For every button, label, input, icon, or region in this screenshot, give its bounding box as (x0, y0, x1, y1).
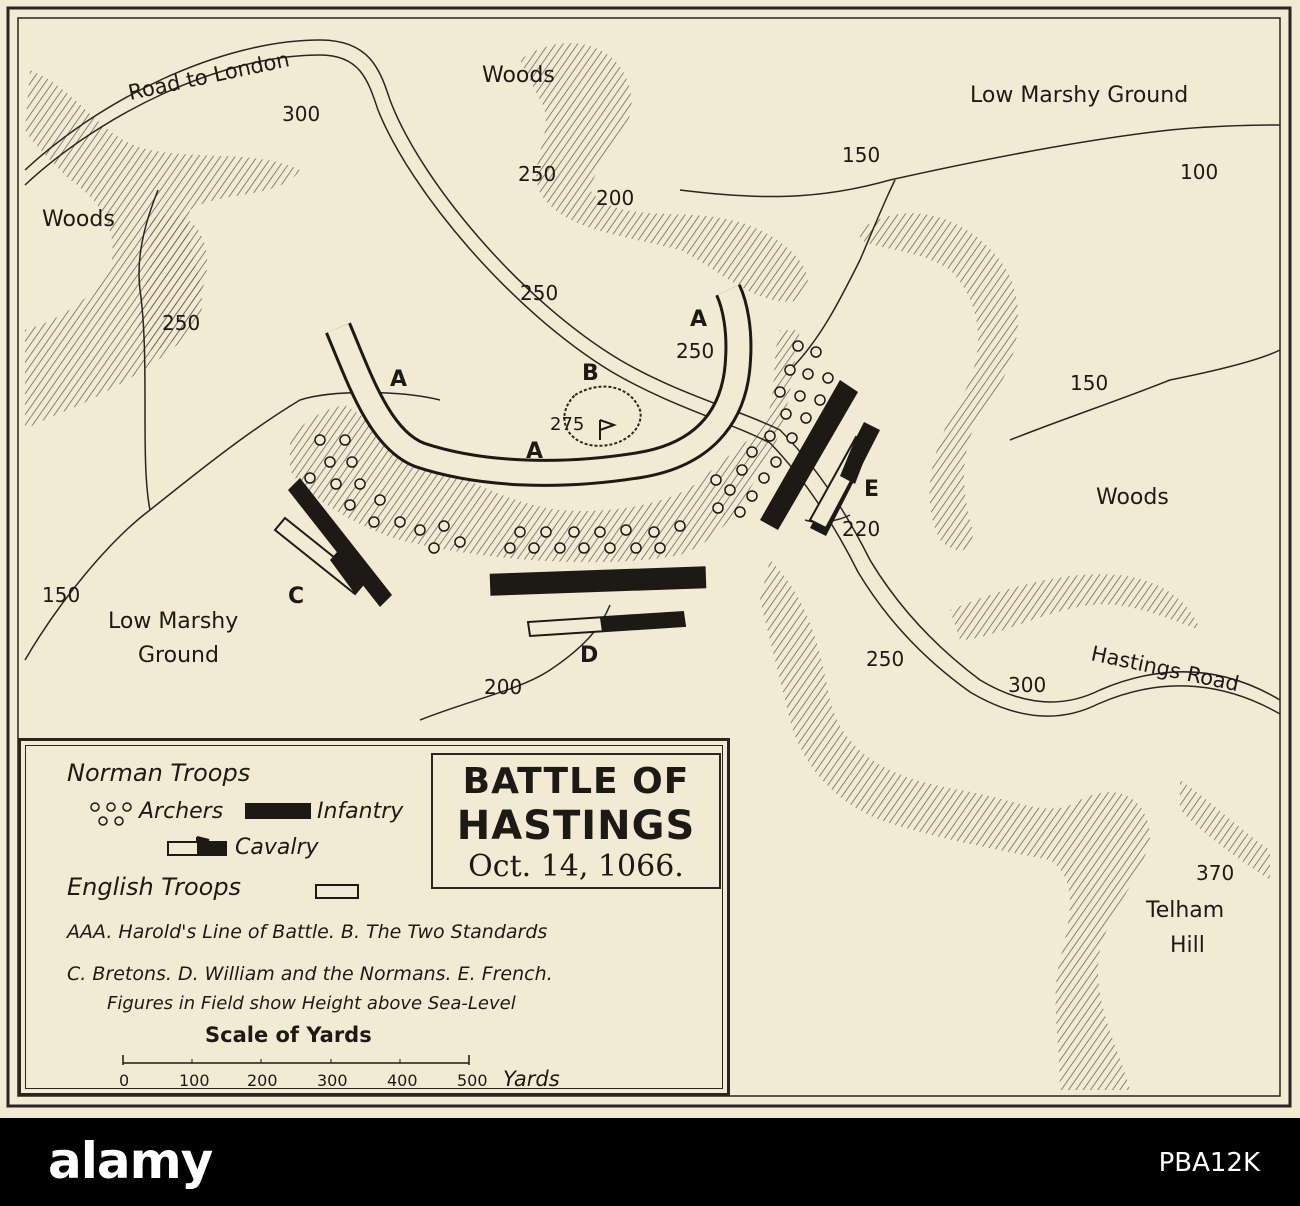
height-150-sw: 150 (42, 583, 81, 607)
letter-a-right: A (690, 307, 708, 332)
letter-c: C (288, 584, 305, 609)
archer-marker (369, 517, 379, 527)
height-200-n: 200 (596, 186, 635, 210)
archer-marker (801, 413, 811, 423)
height-250-a: 250 (676, 339, 715, 363)
alamy-logo: alamy (48, 1132, 213, 1190)
legend-cavalry-label: Cavalry (235, 835, 319, 860)
label-woods-north: Woods (482, 63, 555, 88)
archer-marker (765, 431, 775, 441)
archer-marker (823, 373, 833, 383)
letter-b: B (582, 361, 599, 386)
label-hastings-road: Hastings Road (1088, 641, 1242, 697)
height-100-ne: 100 (1180, 160, 1219, 184)
height-150-n: 150 (842, 143, 881, 167)
label-telham-2: Hill (1170, 933, 1205, 958)
archer-marker (795, 391, 805, 401)
archer-marker (711, 475, 721, 485)
scale-tick-200: 200 (247, 1071, 278, 1090)
archer-marker (737, 465, 747, 475)
height-200-s: 200 (484, 675, 523, 699)
archer-marker (541, 527, 551, 537)
archer-marker (429, 543, 439, 553)
legend-figures-note: Figures in Field show Height above Sea-Level (107, 993, 516, 1014)
archer-marker (315, 435, 325, 445)
archer-marker (747, 491, 757, 501)
letter-a-left: A (390, 367, 408, 392)
archer-marker (803, 369, 813, 379)
scale-tick-300: 300 (317, 1071, 348, 1090)
archer-marker (655, 543, 665, 553)
legend-cavalry-icon (167, 835, 229, 857)
legend-english-icon (315, 881, 361, 901)
archer-marker (735, 507, 745, 517)
stock-image-id: PBA12K (1158, 1148, 1260, 1178)
archer-marker (375, 495, 385, 505)
scale-tick-0: 0 (119, 1071, 130, 1090)
label-low-marshy-ne: Low Marshy Ground (970, 83, 1189, 108)
archer-marker (725, 485, 735, 495)
archer-marker (505, 543, 515, 553)
archer-marker (331, 479, 341, 489)
height-150-e: 150 (1070, 371, 1109, 395)
legend-infantry-label: Infantry (317, 799, 404, 824)
scale-unit: Yards (503, 1067, 560, 1091)
archer-marker (759, 473, 769, 483)
title-line-2: HASTINGS (456, 803, 696, 849)
archer-marker (781, 409, 791, 419)
legend-scale-title: Scale of Yards (205, 1023, 372, 1047)
scale-bar (121, 1053, 481, 1067)
watermark-banner (0, 1118, 1300, 1206)
height-275: 275 (550, 414, 585, 435)
archer-marker (305, 473, 315, 483)
legend-archers-label: Archers (139, 799, 224, 824)
height-250-w: 250 (162, 311, 201, 335)
archer-marker (631, 543, 641, 553)
label-low-marshy-sw-2: Ground (138, 643, 219, 668)
height-250-se: 250 (866, 647, 905, 671)
height-300-se: 300 (1008, 673, 1047, 697)
archer-marker (621, 525, 631, 535)
standard-flag (600, 420, 614, 440)
archer-marker (325, 457, 335, 467)
archer-marker (713, 503, 723, 513)
infantry-d (490, 566, 707, 596)
archer-marker (785, 365, 795, 375)
legend-english-troops: English Troops (67, 873, 242, 901)
archer-marker (811, 347, 821, 357)
label-telham-1: Telham (1146, 898, 1225, 923)
archer-marker (347, 457, 357, 467)
legend-box (18, 738, 730, 1096)
scale-tick-500: 500 (457, 1071, 488, 1090)
archer-marker (355, 479, 365, 489)
stream-east (1010, 350, 1280, 440)
archer-marker (515, 527, 525, 537)
archer-marker (340, 435, 350, 445)
label-low-marshy-sw-1: Low Marshy (108, 609, 239, 634)
title-line-1: BATTLE OF (462, 761, 690, 802)
archer-marker (579, 543, 589, 553)
legend-line-cde: C. Bretons. D. William and the Normans. E. French. (67, 963, 553, 985)
letter-d: D (580, 643, 599, 668)
height-220: 220 (842, 517, 881, 541)
ridge-se-arm (950, 574, 1200, 640)
letter-e: E (864, 477, 880, 502)
archer-marker (747, 447, 757, 457)
legend-archers-icon (89, 799, 135, 829)
archer-marker (415, 525, 425, 535)
archer-marker (787, 433, 797, 443)
cavalry-d-black (600, 612, 685, 632)
archer-marker (439, 521, 449, 531)
scale-tick-400: 400 (387, 1071, 418, 1090)
ridge-east (860, 213, 1018, 550)
archer-marker (569, 527, 579, 537)
archer-marker (649, 527, 659, 537)
height-250-c: 250 (520, 281, 559, 305)
archer-marker (775, 387, 785, 397)
archer-marker (815, 395, 825, 405)
legend-norman-troops: Norman Troops (67, 759, 251, 787)
legend-line-aaa: AAA. Harold's Line of Battle. B. The Two Standards (67, 921, 548, 943)
archer-marker (605, 543, 615, 553)
label-woods-east: Woods (1096, 485, 1169, 510)
archer-marker (455, 537, 465, 547)
label-woods-west: Woods (42, 207, 115, 232)
archer-marker (395, 517, 405, 527)
height-250-n: 250 (518, 162, 557, 186)
title-box (431, 753, 721, 889)
ridge-north (520, 43, 808, 301)
label-road-to-london: Road to London (126, 47, 292, 105)
legend-infantry-icon (245, 803, 311, 819)
letter-a-center: A (526, 439, 544, 464)
ridge-southeast (760, 560, 1150, 1090)
archer-marker (771, 457, 781, 467)
title-date: Oct. 14, 1066. (468, 849, 684, 884)
height-370: 370 (1196, 861, 1235, 885)
height-300-nw: 300 (282, 102, 321, 126)
archer-marker (555, 543, 565, 553)
archer-marker (345, 500, 355, 510)
archer-marker (675, 521, 685, 531)
archer-marker (793, 341, 803, 351)
archer-marker (529, 543, 539, 553)
scale-tick-100: 100 (179, 1071, 210, 1090)
archer-marker (595, 527, 605, 537)
